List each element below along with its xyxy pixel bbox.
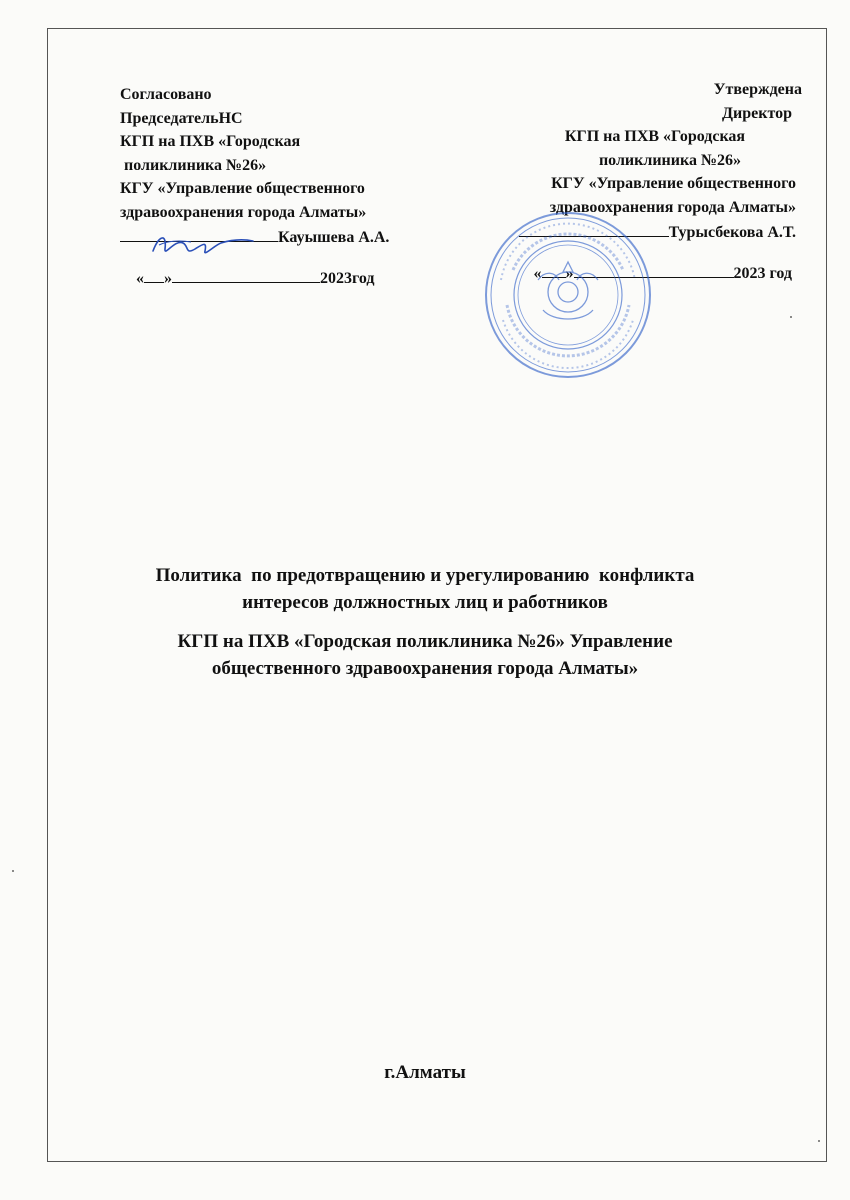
scan-speck [818, 1140, 820, 1142]
date-quote-open: « [533, 265, 542, 283]
title-line: интересов должностных лиц и работников [242, 592, 608, 613]
signer-name-right: Турысбекова А.Т. [668, 223, 796, 241]
date-quote-close: » [164, 270, 172, 288]
approval-left-line: КГП на ПХВ «Городская [120, 133, 301, 151]
signer-name-left: Кауышева А.А. [278, 228, 390, 246]
date-day-blank [144, 266, 164, 283]
approval-left-line: ПредседательНС [120, 109, 243, 127]
handwritten-signature-icon [145, 225, 255, 265]
approval-right-line: Директор [722, 104, 792, 122]
date-year-right: 2023 год [733, 265, 792, 283]
date-quote-open: « [136, 270, 144, 288]
scan-speck [790, 316, 792, 318]
org-line: КГП на ПХВ «Городская поликлиника №26» Управление [177, 631, 673, 652]
date-year-left: 2023год [320, 270, 375, 288]
approval-left-line: поликлиника №26» [120, 156, 267, 174]
scan-speck [12, 870, 14, 872]
date-month-blank [172, 266, 320, 283]
organization-title [100, 628, 750, 682]
approval-left-date [120, 266, 480, 291]
official-stamp-icon [483, 210, 653, 380]
approval-right-line: поликлиника №26» [598, 151, 742, 169]
approval-left-line: КГУ «Управление общественного [120, 180, 365, 198]
approval-left-line: здравоохранения города Алматы» [120, 203, 367, 221]
date-quote-close: » [565, 265, 574, 283]
approval-right-line: КГП на ПХВ «Городская [564, 128, 746, 146]
approval-right-line: здравоохранения города Алматы» [549, 198, 796, 216]
document-title [100, 562, 750, 616]
approval-right-line: Утверждена [713, 81, 802, 98]
approval-left-line: Согласовано [120, 86, 212, 103]
title-line: Политика по предотвращению и урегулированию конфликта [155, 565, 695, 586]
org-line: общественного здравоохранения города Алматы» [211, 658, 639, 679]
document-city: г.Алматы [384, 1062, 466, 1083]
approval-right-line: КГУ «Управление общественного [551, 175, 796, 193]
